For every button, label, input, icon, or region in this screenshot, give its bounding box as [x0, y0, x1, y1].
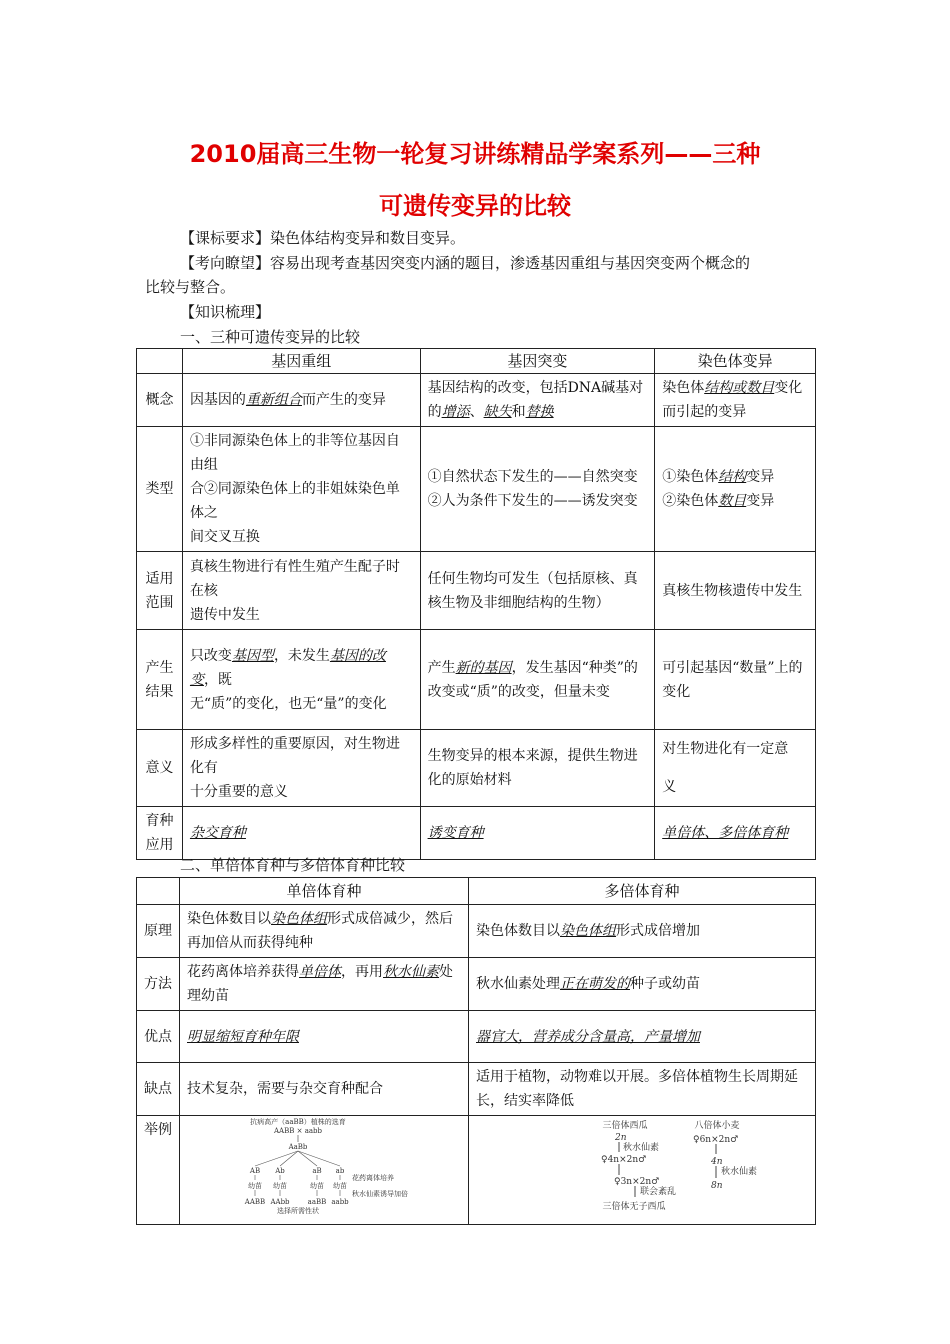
cell-haploid-principle: 染色体数目以染色体组形式成倍减少，然后再加倍从而获得纯种 [180, 905, 469, 958]
outlook-text: 容易出现考查基因突变内涵的题目，渗透基因重组与基因突变两个概念的 [270, 254, 751, 272]
comparison-table [136, 348, 816, 860]
cell-mutation-significance: 生物变异的根本来源，提供生物进化的原始材料 [420, 730, 655, 807]
intro-knowledge-label: 【知识梳理】 [180, 303, 271, 321]
table-row [137, 630, 816, 730]
seedling-1: 幼苗 [248, 1182, 262, 1190]
intro-outlook [180, 251, 750, 275]
diagram-b-treat: 秋水仙素 [721, 1167, 758, 1177]
table-row [137, 552, 816, 630]
gamete-aB: aB [312, 1167, 322, 1175]
diagram-a-cross2: ♀3n×2n♂ [614, 1177, 660, 1187]
haploid-breeding-diagram [180, 1116, 468, 1216]
table-row [137, 427, 816, 552]
cell-polyploid-principle: 染色体数目以染色体组形式成倍增加 [469, 905, 816, 958]
diagram-b-8n: 8n [711, 1181, 723, 1191]
gamete-AB: AB [249, 1167, 261, 1175]
diagram-a-title: 三倍体西瓜 [602, 1121, 648, 1131]
diagram-a-meiosis: 联会紊乱 [640, 1187, 677, 1197]
cell-mutation-concept: 基因结构的改变，包括DNA碱基对的增添、缺失和替换 [420, 374, 655, 427]
table2-header-empty [137, 878, 180, 905]
row-label-principle: 原理 [137, 905, 180, 958]
requirement-text: 染色体结构变异和数目变异。 [270, 229, 466, 247]
cell-polyploid-disadvantage: 适用于植物，动物难以开展。多倍体植物生长周期延长，结实率降低 [469, 1063, 816, 1116]
diagram-left-step1: 花药离体培养 [352, 1174, 394, 1182]
table-row [137, 1063, 816, 1116]
diagram-left-select: 选择所需性状 [277, 1207, 319, 1215]
intro-outlook-cont: 比较与整合。 [145, 278, 236, 296]
row-label-scope: 适用范围 [137, 552, 183, 630]
diagram-left-title: 抗病高产（aaBB）植株的选育 [250, 1118, 346, 1126]
cell-haploid-method: 花药离体培养获得单倍体，再用秋水仙素处理幼苗 [180, 958, 469, 1011]
row-label-method: 方法 [137, 958, 180, 1011]
intro-requirement [180, 226, 465, 250]
result-AAbb: AAbb [270, 1198, 290, 1206]
row-label-disadvantage: 缺点 [137, 1063, 180, 1116]
breeding-table [136, 877, 816, 1225]
result-aabb: aabb [331, 1198, 349, 1206]
table1-header-mutation: 基因突变 [420, 349, 655, 374]
diagram-left-step2: 秋水仙素诱导加倍 [352, 1190, 408, 1198]
requirement-label: 【课标要求】 [180, 229, 271, 247]
diagram-b-cross: ♀6n×2n♂ [693, 1135, 739, 1145]
row-label-result: 产生结果 [137, 630, 183, 730]
table-row [137, 730, 816, 807]
cell-chromosome-type: ①染色体结构变异 ②染色体数目变异 [655, 427, 816, 552]
table-row [137, 905, 816, 958]
cell-chromosome-scope: 真核生物核遗传中发生 [655, 552, 816, 630]
cell-recombination-concept: 因基因的重新组合而产生的变异 [182, 374, 420, 427]
cell-recombination-result: 只改变基因型，未发生基因的改变，既 无“质”的变化，也无“量”的变化 [182, 630, 420, 730]
cell-chromosome-breeding: 单倍体、多倍体育种 [655, 807, 816, 860]
section2-heading: 二、单倍体育种与多倍体育种比较 [180, 856, 406, 874]
cell-haploid-example [180, 1116, 469, 1225]
row-label-concept: 概念 [137, 374, 183, 427]
diagram-left-f1: AaBb [288, 1143, 308, 1151]
seedling-4: 幼苗 [333, 1182, 347, 1190]
cell-mutation-breeding: 诱变育种 [420, 807, 655, 860]
cell-recombination-type: ①非同源染色体上的非等位基因自由组 合②同源染色体上的非姐妹染色单体之 间交叉互换 [182, 427, 420, 552]
diagram-a-result: 三倍体无子西瓜 [602, 1202, 666, 1212]
cell-recombination-breeding: 杂交育种 [182, 807, 420, 860]
diagram-a-treat: 秋水仙素 [623, 1143, 660, 1153]
result-aaBB: aaBB [307, 1198, 327, 1206]
cell-polyploid-example [469, 1116, 816, 1225]
diagram-a-2n: 2n [615, 1133, 627, 1143]
table2-header-haploid: 单倍体育种 [180, 878, 469, 905]
cell-chromosome-result: 可引起基因“数量”上的变化 [655, 630, 816, 730]
cell-mutation-result: 产生新的基因，发生基因“种类”的改变或“质”的改变，但量未变 [420, 630, 655, 730]
table-row [137, 374, 816, 427]
diagram-a-cross1: ♀4n×2n♂ [601, 1155, 647, 1165]
cell-haploid-disadvantage: 技术复杂，需要与杂交育种配合 [180, 1063, 469, 1116]
page-title-line1: 2010届高三生物一轮复习讲练精品学案系列——三种 [189, 140, 761, 168]
table1-header-empty [137, 349, 183, 374]
table-row [137, 1011, 816, 1063]
cell-chromosome-concept: 染色体结构或数目变化而引起的变异 [655, 374, 816, 427]
table1-header-recombination: 基因重组 [182, 349, 420, 374]
cell-chromosome-significance: 对生物进化有一定意 义 [655, 730, 816, 807]
cell-mutation-scope: 任何生物均可发生（包括原核、真核生物及非细胞结构的生物） [420, 552, 655, 630]
table1-header-chromosome: 染色体变异 [655, 349, 816, 374]
cell-polyploid-advantage: 器官大，营养成分含量高，产量增加 [469, 1011, 816, 1063]
cell-recombination-significance: 形成多样性的重要原因，对生物进化有 十分重要的意义 [182, 730, 420, 807]
row-label-type: 类型 [137, 427, 183, 552]
gamete-ab: ab [335, 1167, 345, 1175]
row-label-significance: 意义 [137, 730, 183, 807]
seedling-3: 幼苗 [310, 1182, 324, 1190]
gamete-Ab: Ab [275, 1167, 285, 1175]
table-row [137, 807, 816, 860]
diagram-b-title: 八倍体小麦 [694, 1121, 740, 1131]
cell-haploid-advantage: 明显缩短育种年限 [180, 1011, 469, 1063]
cell-mutation-type: ①自然状态下发生的——自然突变 ②人为条件下发生的——诱发突变 [420, 427, 655, 552]
table-row [137, 1116, 816, 1225]
cell-recombination-scope: 真核生物进行有性生殖产生配子时在核 遗传中发生 [182, 552, 420, 630]
outlook-label: 【考向瞭望】 [180, 254, 271, 272]
row-label-advantage: 优点 [137, 1011, 180, 1063]
table2-header-polyploid: 多倍体育种 [469, 878, 816, 905]
diagram-left-parents: AABB × aabb [273, 1127, 323, 1135]
table-row [137, 958, 816, 1011]
section1-heading: 一、三种可遗传变异的比较 [180, 328, 361, 346]
result-AABB: AABB [244, 1198, 266, 1206]
page-title-line2: 可遗传变异的比较 [379, 192, 571, 220]
polyploid-breeding-diagram [469, 1116, 815, 1216]
seedling-2: 幼苗 [273, 1182, 287, 1190]
row-label-breeding: 育种应用 [137, 807, 183, 860]
row-label-example: 举例 [137, 1116, 180, 1225]
diagram-b-4n: 4n [711, 1157, 723, 1167]
cell-polyploid-method: 秋水仙素处理正在萌发的种子或幼苗 [469, 958, 816, 1011]
